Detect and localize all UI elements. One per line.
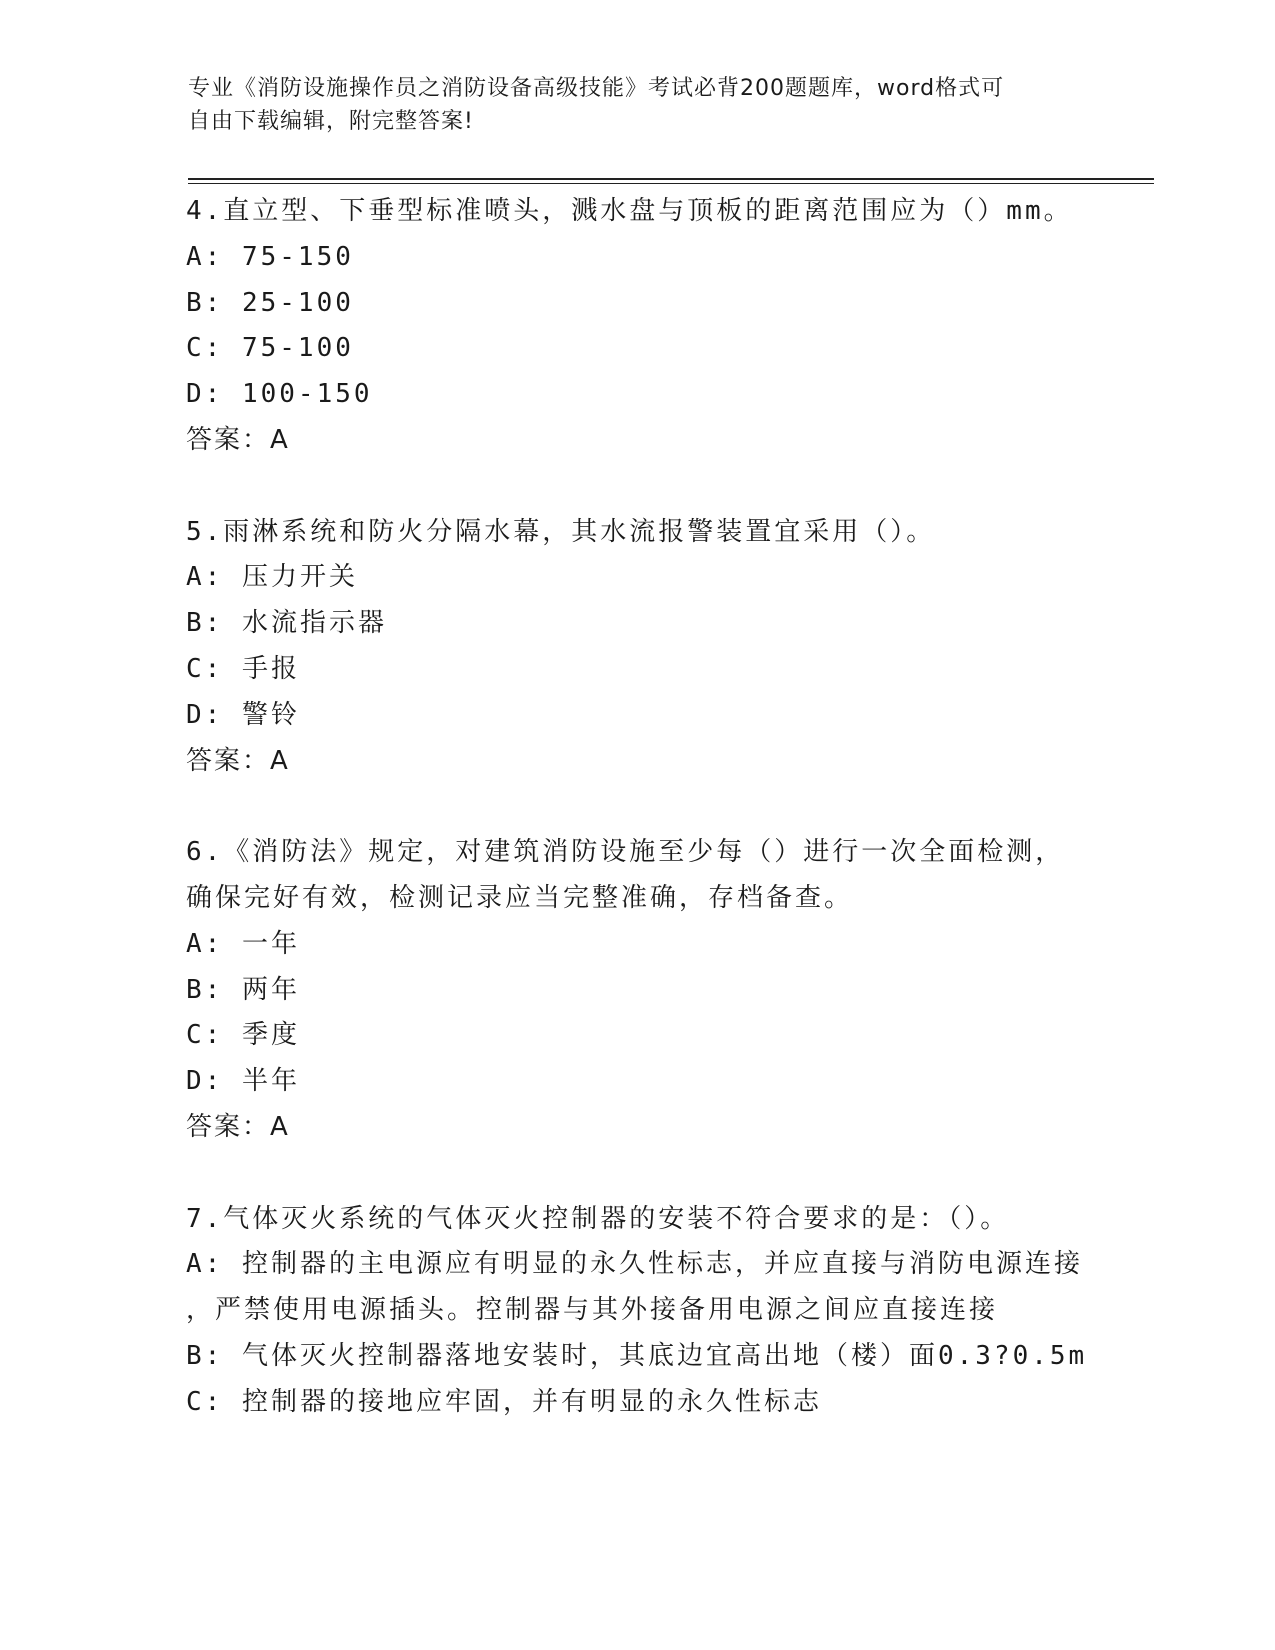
question-block [186,830,1136,1151]
option-a: A: 控制器的主电源应有明显的永久性标志，并应直接与消防电源连接 [186,1249,1083,1280]
answer-line: 答案：A [186,745,290,776]
option-b: B: 水流指示器 [186,608,387,639]
spacer [186,464,1136,510]
option-c: C: 手报 [186,653,300,684]
option-a: A: 75-150 [186,241,354,272]
option-a-continued: ，严禁使用电源插头。控制器与其外接备用电源之间应直接连接 [186,1295,999,1326]
document-header [188,72,1088,138]
question-stem: 4.直立型、下垂型标准喷头，溅水盘与顶板的距离范围应为（）mm。 [186,196,1073,226]
question-stem: 6.《消防法》规定，对建筑消防设施至少每（）进行一次全面检测， [186,837,1065,868]
option-b: B: 25-100 [186,287,354,318]
question-block [186,189,1136,464]
answer-line: 答案：A [186,1111,290,1142]
option-c: C: 75-100 [186,333,354,364]
option-a: A: 压力开关 [186,562,358,593]
header-line-2: 自由下载编辑，附完整答案! [188,109,474,134]
option-b: B: 气体灭火控制器落地安装时，其底边宜高出地（楼）面0.3?0.5m [186,1340,1088,1371]
question-list [186,189,1136,1426]
option-c: C: 季度 [186,1020,300,1051]
header-divider-thick [188,178,1154,180]
header-divider-thin [188,183,1154,184]
question-block [186,510,1136,785]
question-stem-continued: 确保完好有效，检测记录应当完整准确，存档备查。 [186,882,854,913]
question-stem: 7.气体灭火系统的气体灭火控制器的安装不符合要求的是：（）。 [186,1203,1010,1234]
option-c: C: 控制器的接地应牢固，并有明显的永久性标志 [186,1386,822,1417]
question-block [186,1197,1136,1426]
option-d: D: 100-150 [186,379,373,410]
option-d: D: 警铃 [186,699,300,730]
answer-line: 答案：A [186,424,290,455]
spacer [186,1151,1136,1197]
question-stem: 5.雨淋系统和防火分隔水幕，其水流报警装置宜采用（）。 [186,516,936,547]
spacer [186,784,1136,830]
option-d: D: 半年 [186,1066,300,1097]
option-a: A: 一年 [186,928,300,959]
header-line-1: 专业《消防设施操作员之消防设备高级技能》考试必背200题题库，word格式可 [188,76,1005,101]
option-b: B: 两年 [186,974,300,1005]
